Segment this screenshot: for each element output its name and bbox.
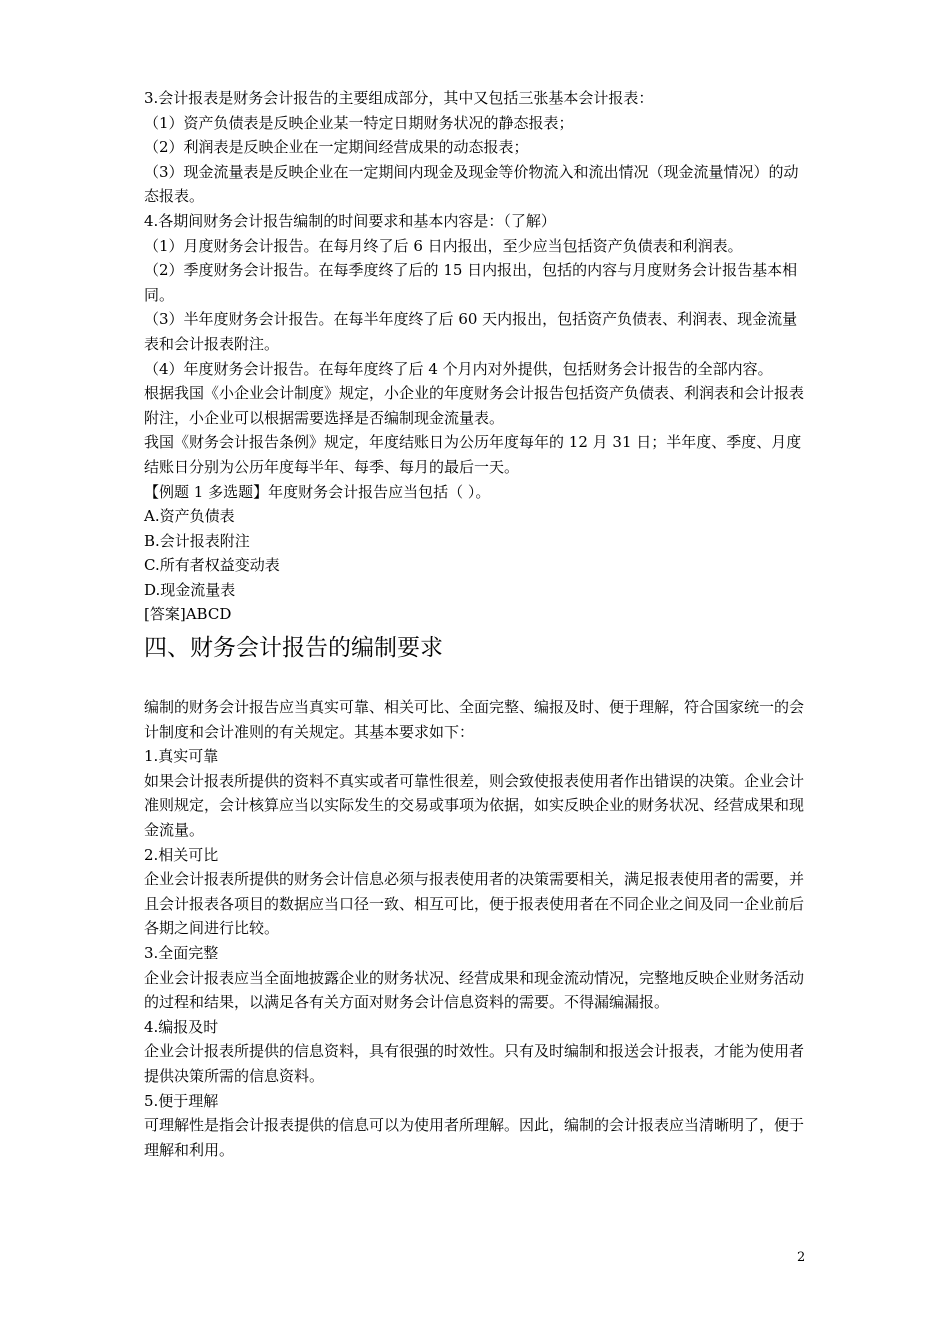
option-c: C.所有者权益变动表 bbox=[144, 556, 280, 575]
option-a: A.资产负债表 bbox=[144, 507, 235, 526]
subheading: 4.编报及时 bbox=[144, 1017, 219, 1036]
example-question: 【例题 1 多选题】年度财务会计报告应当包括（ ）。 bbox=[144, 482, 491, 501]
paragraph: （4）年度财务会计报告。在每年度终了后 4 个月内对外提供，包括财务会计报告的全部内容。 bbox=[144, 359, 773, 378]
paragraph: 编制的财务会计报告应当真实可靠、相关可比、全面完整、编报及时、便于理解，符合国家统一的会计制度和会计准则的有关规定。其基本要求如下： bbox=[144, 698, 805, 741]
paragraph: 企业会计报表应当全面地披露企业的财务状况、经营成果和现金流动情况，完整地反映企业财务活动的过程和结果，以满足各有关方面对财务会计信息资料的需要。不得漏编漏报。 bbox=[144, 968, 805, 1012]
paragraph: （1）月度财务会计报告。在每月终了后 6 日内报出，至少应当包括资产负债表和利润表。 bbox=[144, 236, 743, 255]
paragraph: （2）季度财务会计报告。在每季度终了后的 15 日内报出，包括的内容与月度财务会计报告基本相同。 bbox=[144, 261, 798, 304]
top-text-block bbox=[144, 86, 810, 627]
subheading: 5.便于理解 bbox=[144, 1091, 219, 1110]
option-d: D.现金流量表 bbox=[144, 580, 236, 599]
paragraph: 3.会计报表是财务会计报告的主要组成部分，其中又包括三张基本会计报表： bbox=[144, 89, 654, 107]
paragraph: 4.各期间财务会计报告编制的时间要求和基本内容是：（了解） bbox=[144, 211, 556, 230]
paragraph: （2）利润表是反映企业在一定期间经营成果的动态报表； bbox=[144, 138, 529, 157]
paragraph: 我国《财务会计报告条例》规定，年度结账日为公历年度每年的 12 月 31 日；半年度、季度、月度结账日分别为公历年度每半年、每季、每月的最后一天。 bbox=[144, 433, 802, 476]
document-page bbox=[144, 86, 810, 1162]
paragraph: 可理解性是指会计报表提供的信息可以为使用者所理解。因此，编制的会计报表应当清晰明了，便于理解和利用。 bbox=[144, 1116, 805, 1159]
paragraph: 如果会计报表所提供的资料不真实或者可靠性很差，则会致使报表使用者作出错误的决策。企业会计准则规定，会计核算应当以实际发生的交易或事项为依据，如实反映企业的财务状况、经营成果和现金流量。 bbox=[144, 771, 805, 840]
paragraph: （1）资产负债表是反映企业某一特定日期财务状况的静态报表； bbox=[144, 113, 574, 132]
paragraph: 根据我国《小企业会计制度》规定，小企业的年度财务会计报告包括资产负债表、利润表和会计报表附注，小企业可以根据需要选择是否编制现金流量表。 bbox=[144, 384, 805, 427]
bottom-text-block bbox=[144, 695, 810, 1162]
paragraph: （3）现金流量表是反映企业在一定期间内现金及现金等价物流入和流出情况（现金流量情况）的动态报表。 bbox=[144, 162, 799, 206]
subheading: 1.真实可靠 bbox=[144, 747, 219, 766]
paragraph: 企业会计报表所提供的信息资料，具有很强的时效性。只有及时编制和报送会计报表，才能为使用者提供决策所需的信息资料。 bbox=[144, 1042, 805, 1085]
answer: [答案]ABCD bbox=[144, 605, 232, 624]
subheading: 2.相关可比 bbox=[144, 845, 219, 864]
subheading: 3.全面完整 bbox=[144, 944, 219, 962]
section-heading: 四、财务会计报告的编制要求 bbox=[144, 635, 443, 662]
paragraph: 企业会计报表所提供的财务会计信息必须与报表使用者的决策需要相关，满足报表使用者的需要，并且会计报表各项目的数据应当口径一致、相互可比，便于报表使用者在不同企业之间及同一企业前后各期之间进行比较。 bbox=[144, 870, 805, 938]
option-b: B.会计报表附注 bbox=[144, 531, 250, 550]
paragraph: （3）半年度财务会计报告。在每半年度终了后 60 天内报出，包括资产负债表、利润表、现金流量表和会计报表附注。 bbox=[144, 310, 798, 353]
page-number: 2 bbox=[797, 1250, 806, 1265]
